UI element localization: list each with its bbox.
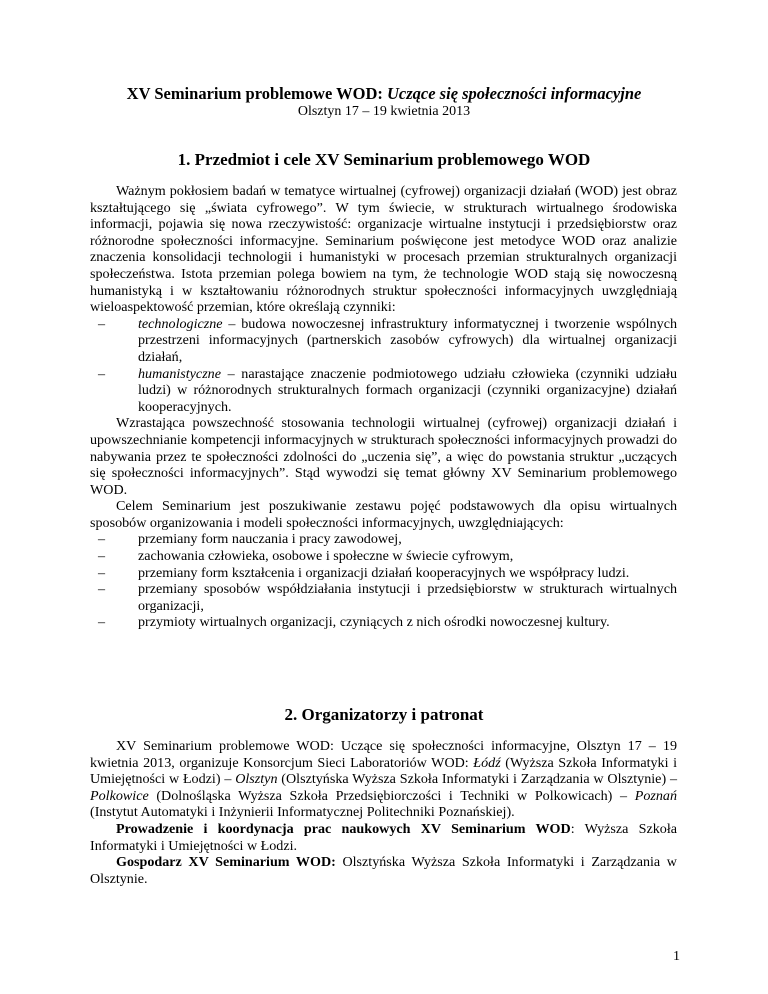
factor-term: humanistyczne: [138, 365, 221, 382]
document-subtitle: Olsztyn 17 – 19 kwietnia 2013: [297, 104, 471, 119]
dash-bullet: –: [98, 614, 106, 631]
aim-item: [90, 548, 677, 565]
section1-para3: Celem Seminarium jest poszukiwanie zestawu pojęć podstawowych dla opisu wirtualnych sposobów organizowania i modeli społeczności informacyjnych, uwzględniających:: [90, 498, 677, 531]
para-text: (Wyższa Szkoła Informatyki i Umiejętności w Łodzi) –: [90, 754, 677, 788]
city-name: Olsztyn: [235, 771, 278, 788]
aim-item: [90, 581, 677, 614]
dash-bullet: –: [98, 315, 106, 332]
dash-bullet: –: [98, 548, 106, 565]
section2-para1: [90, 738, 677, 821]
aims-list: [90, 531, 677, 631]
title-italic: Uczące się społeczności informacyjne: [387, 84, 642, 103]
host-label: Gospodarz XV Seminarium WOD:: [116, 854, 336, 871]
factor-text: – budowa nowoczesnej infrastruktury informatycznej i tworzenie wspólnych przestrzeni informacyjnych (partnerskich zasobów cyfrowych) dla wirtualnej organizacji działań,: [138, 315, 677, 365]
para-text: (Olsztyńska Wyższa Szkoła Informatyki i Zarządzania w Olsztynie) –: [277, 771, 677, 788]
dash-bullet: –: [98, 365, 106, 382]
section2-lead: [90, 821, 677, 854]
document-title: [0, 84, 768, 104]
lead-text: : Wyższa Szkoła Informatyki i Umiejętności w Łodzi.: [90, 820, 677, 854]
aim-item: [90, 565, 677, 582]
aim-text: zachowania człowieka, osobowe i społeczne w świecie cyfrowym,: [138, 548, 514, 565]
factor-term: technologiczne: [138, 315, 223, 332]
para-text: (Dolnośląska Wyższa Szkoła Przedsiębiorczości i Techniki w Polkowicach) –: [148, 787, 635, 804]
dash-bullet: –: [98, 581, 106, 598]
factor-item: [90, 316, 677, 366]
para-text: XV Seminarium problemowe WOD: Uczące się społeczności informacyjne, Olsztyn 17 – 19 kwietnia 2013, organizuje Konsorcjum Sieci Laboratoriów WOD:: [90, 738, 677, 771]
factor-item: [90, 366, 677, 416]
lead-label: Prowadzenie i koordynacja prac naukowych XV Seminarium WOD: [116, 820, 571, 837]
section1-para2: Wzrastająca powszechność stosowania technologii wirtualnej (cyfrowej) organizacji działań i upowszechnianie kompetencji informacyjnych w strukturach społeczności informacyjnych prowadzi do nabywania przez te społeczności zdolności do „uczenia się”, a więc do powstania struktur „uczących się społeczności informacyjnych”. Stąd wywodzi się temat główny XV Seminarium problemowego WOD.: [90, 415, 677, 498]
factors-list: [90, 316, 677, 416]
factor-text: – narastające znaczenie podmiotowego udziału człowieka (czynniki udziału ludzi) w różnorodnych strukturalnych formach organizacji (czynniki organizacyjne) działań kooperacyjnych.: [138, 365, 677, 415]
city-name: Poznań: [634, 787, 677, 804]
city-name: Polkowice: [90, 787, 149, 804]
aim-text: przemiany form kształcenia i organizacji działań kooperacyjnych we współpracy ludzi.: [138, 564, 630, 581]
aim-text: przemiany form nauczania i pracy zawodowej,: [138, 531, 402, 548]
section1-para1: Ważnym pokłosiem badań w tematyce wirtualnej (cyfrowej) organizacji działań (WOD) jest obraz kształtującego się „świata cyfrowego”. W tym świecie, w strukturach wirtualnego środowiska informacji, pojawia się nowa rzeczywistość: organizacje wirtualne instytucji i przedsiębiorstw oraz różnorodne społeczności informacyjne. Seminarium poświęcone jest metodyce WOD oraz analizie znaczenia konsolidacji technologii i humanistyki w procesach przemian strukturalnych organizacji społeczeństwa. Istota przemian polega bowiem na tym, że technologie WOD stają się nowoczesną humanistyką i w kształtowaniu różnorodnych struktur społeczności informacyjnych uwzględniają wieloaspektowość przemian, które określają czynniki:: [90, 183, 677, 316]
section2-body: [90, 738, 677, 887]
page-number: 1: [673, 949, 680, 964]
title-main: XV Seminarium problemowe WOD:: [126, 84, 387, 103]
aim-text: przemiany sposobów współdziałania instytucji i przedsiębiorstw w strukturach wirtualnych organizacji,: [138, 581, 677, 614]
dash-bullet: –: [98, 564, 106, 581]
section1-body: [90, 183, 677, 631]
dash-bullet: –: [98, 531, 106, 548]
section2-heading: 2. Organizatorzy i patronat: [284, 705, 484, 724]
city-name: Łódź: [473, 754, 501, 771]
aim-text: przymioty wirtualnych organizacji, czyniących z nich ośrodki nowoczesnej kultury.: [138, 614, 610, 631]
para-text: (Instytut Automatyki i Inżynierii Informatycznej Politechniki Poznańskiej).: [90, 804, 515, 821]
section2-host: [90, 854, 677, 887]
aim-item: [90, 531, 677, 548]
section1-heading: 1. Przedmiot i cele XV Seminarium problemowego WOD: [177, 150, 591, 169]
host-text: Olsztyńska Wyższa Szkoła Informatyki i Zarządzania w Olsztynie.: [90, 854, 677, 887]
aim-item: [90, 614, 677, 631]
